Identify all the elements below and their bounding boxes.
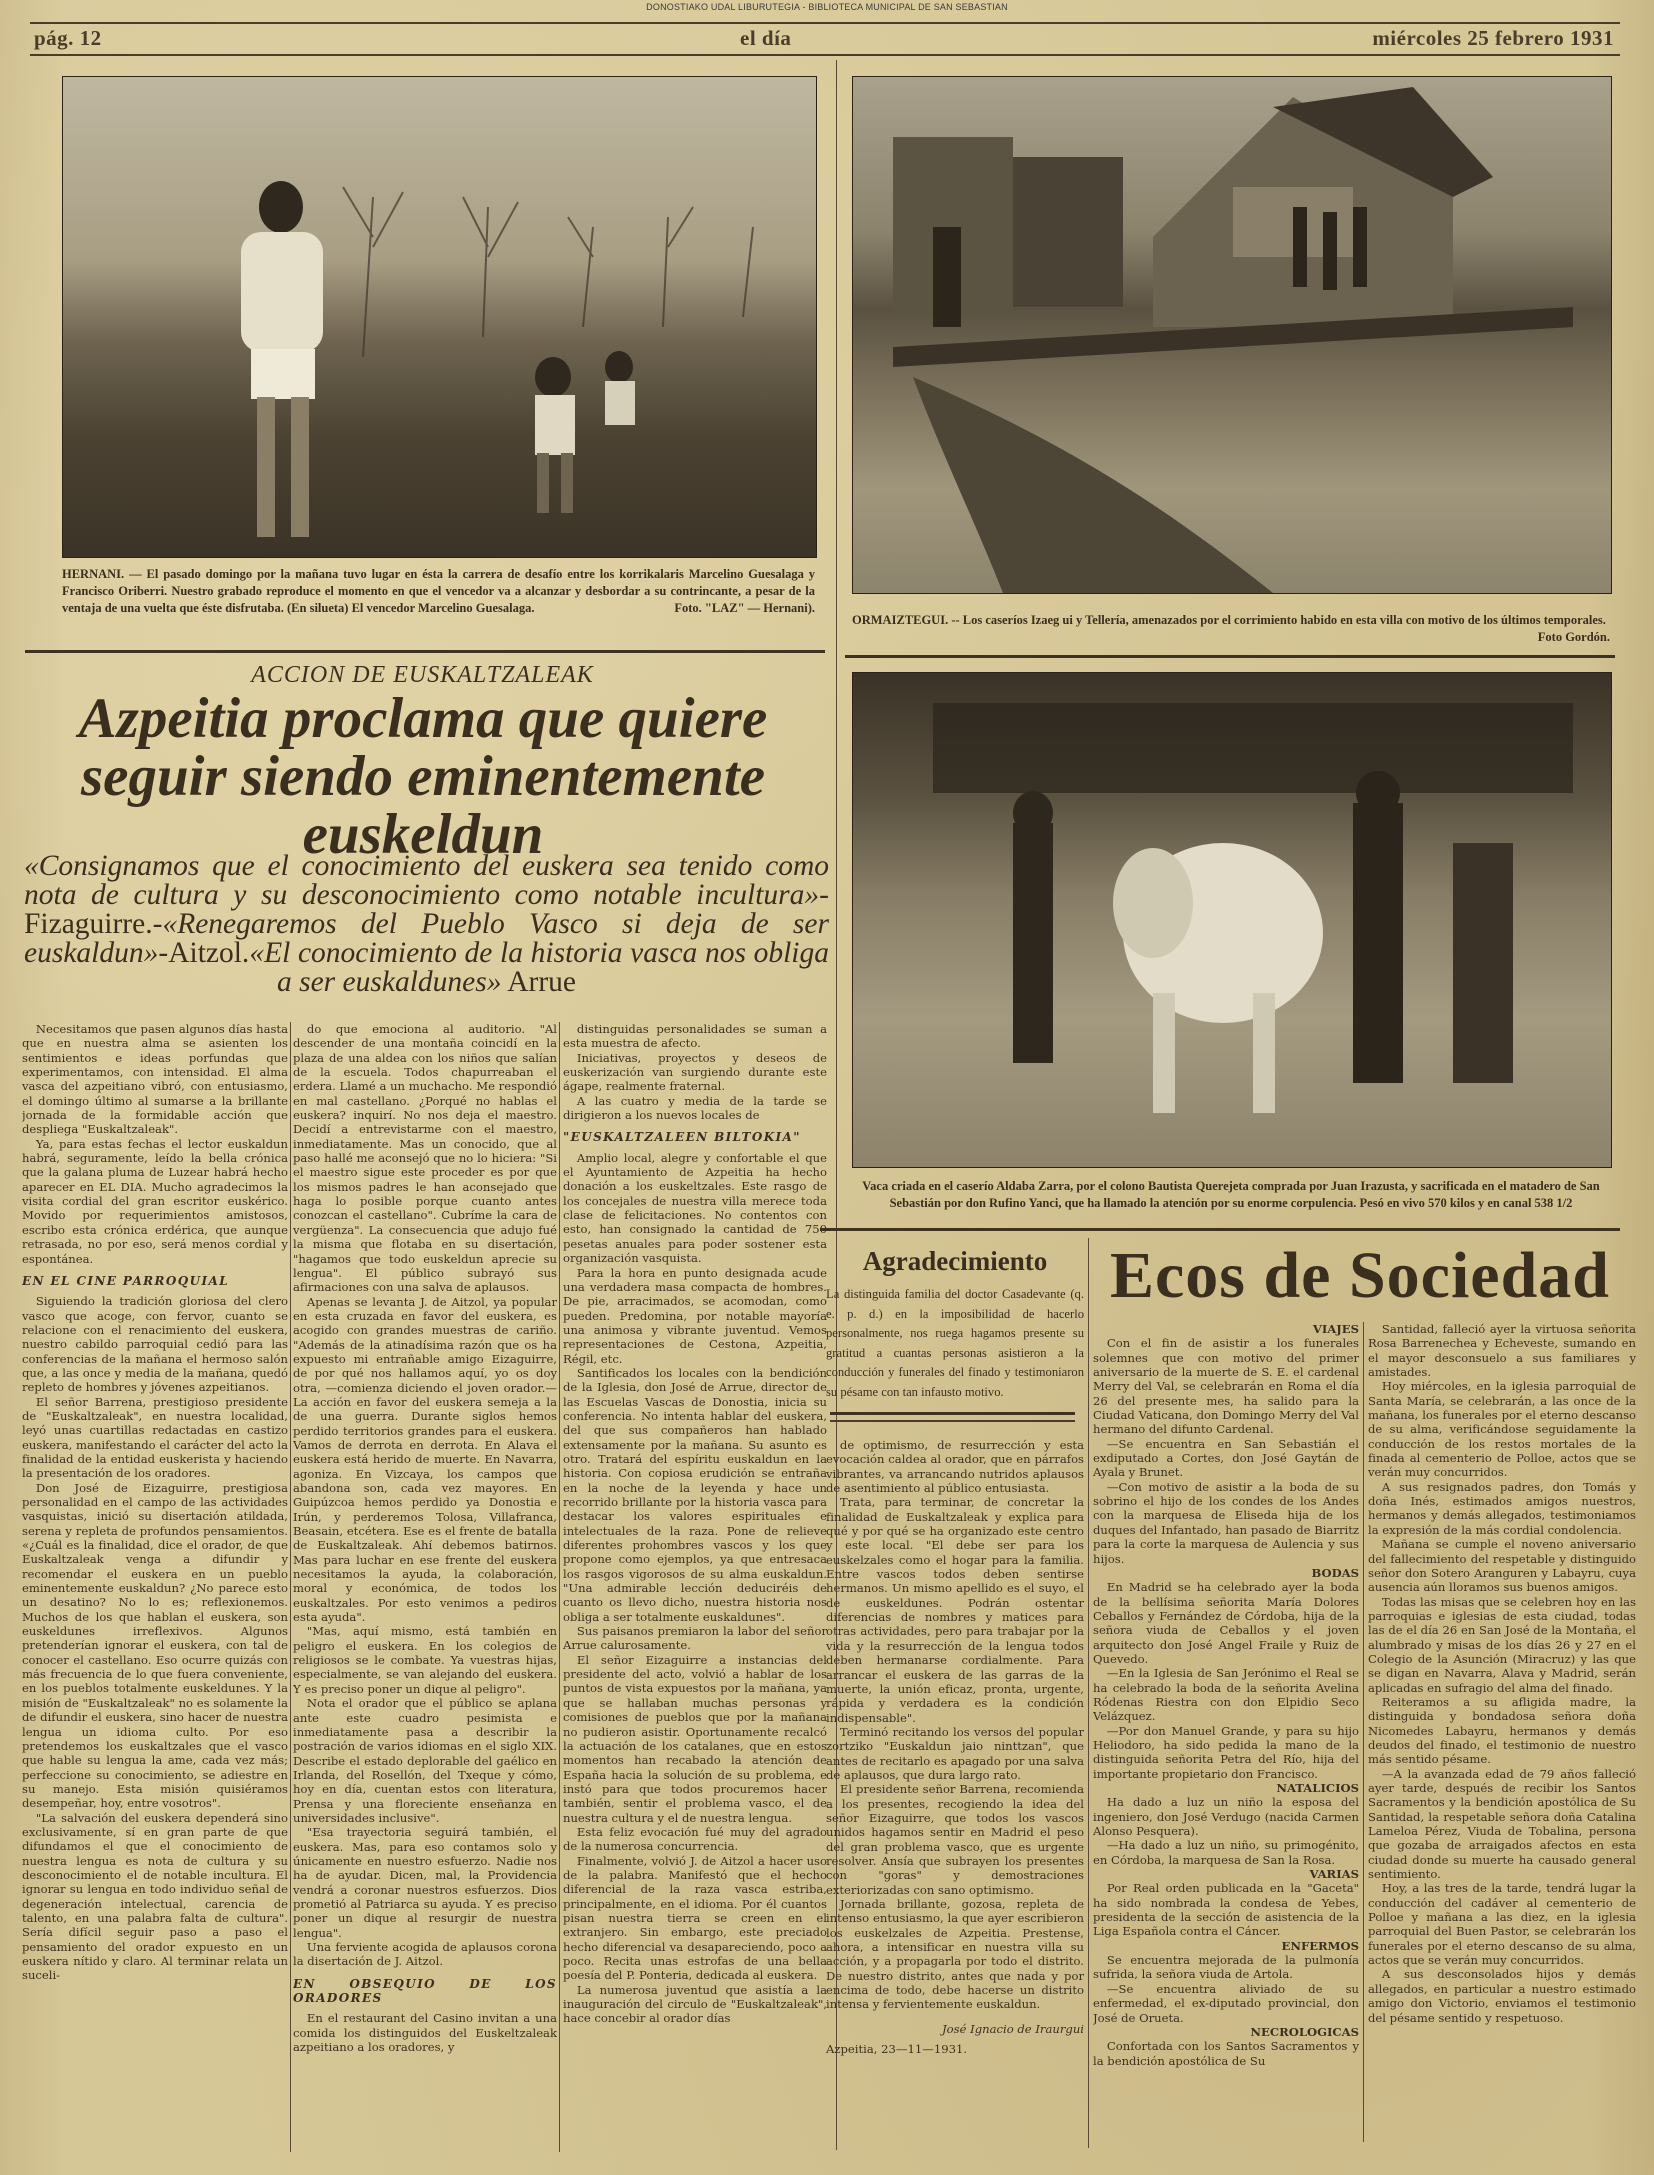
paragraph: En Madrid se ha celebrado ayer la boda de la bellísima señorita María Dolores Ceballos y Fernández de Córdoba, hija de la señora viuda de Ceballos y el joven arquitecto don José Angel Fraile y Ruiz de Quevedo. — [1093, 1580, 1359, 1666]
agradecimiento-body: La distinguida familia del doctor Casadevante (q. e. p. d.) en la imposibilidad de hacerlo personalmente, nos ruega hagamos presente su gratitud a cuantas personas asistieron a la conducción y funerales del finado y testimoniaron su pésame con tan infausto motivo. — [826, 1287, 1084, 1399]
paragraph: La numerosa juventud que asistía a la inauguración del circulo de "Euskaltzaleak", hace concebir al orador días — [563, 1982, 827, 2026]
paragraph: "Esa trayectoria seguirá también, el euskera. Mas, para eso contamos solo y únicamente en nuestro esfuerzo. Nadie nos ha de ayudar. Dicen, mal, la Providencia vendrá a coronar nuestros esfuerzos. Dios prometió al Patriarca su ayuda. Y es preciso poner un dique al resurgir de nuestra lengua". — [293, 1825, 557, 1940]
paragraph: Don José de Eizaguirre, prestigiosa personalidad en el campo de las actividades vasquistas, inició su disertación atildada, serena y repleta de profundos pensamientos. «¿Cuál es la finalidad, dice el orador, de que Euskaltzaleak venga a difundir y recomendar el euskera en un pueblo eminentemente euskaldun? ¿No parece esto un desatino? No lo es; reflexionemos. Muchos de los que hablan el euskera, son euskeldunes irreflexivos. Algunos pretenderían ignorar el euskera, con tal de conocer el castellano. Eso ocurre quizás con más frecuencia de lo que fuera conveniente, en los pueblos totalmente euskeldunes. Y la misión de "Euskaltzaleak" no es solamente la de difundir el euskera, sino hacer de nuestra lengua un idioma culto. Por eso pretendemos los euskaltzales que el vasco que hable su lengua la ame, cada vez más; perfeccione su conocimiento, se adiestre en su manejo. Esta misión quisiéramos desempeñar, hoy, entre vosotros". — [22, 1480, 288, 1811]
paragraph: Mañana se cumple el noveno aniversario del fallecimiento del respetable y distinguido señor don Sotero Aranguren y Labayru, cuya ausencia aún lloramos sus buenos amigos. — [1368, 1537, 1636, 1595]
paragraph: —Con motivo de asistir a la boda de su sobrino el hijo de los condes de los Andes con la marquesa de Eliseda hija de los duques del Infantado, han pasado de Biarritz para la corte la marquesa de Aulencia y sus hijos. — [1093, 1479, 1359, 1566]
column-divider — [1363, 1322, 1364, 2142]
photo-hernani-race — [62, 76, 817, 558]
quote-attribution: Fizaguirre.- — [24, 908, 163, 940]
paragraph: A sus desconsolados hijos y demás allegados, en particular a nuestro estimado amigo don Victorio, enviamos el testimonio del pésame sentido y respetuoso. — [1368, 1967, 1636, 2025]
quote-attribution: Aitzol. — [168, 937, 250, 969]
paragraph: do que emociona al auditorio. "Al descender de una montaña coincidí en la plaza de una aldea con los niños que salían de la escuela. Todos chapurreaban el erdera. Llamé a un muchacho. Me respondió en mal castellano. ¿Porqué no hablas el euskera? inquirí. No nos deja el maestro. Decidí a entrevistarme con el maestro, inmediatamente. Mas un conocido, que al paso hallé me aconsejó que no lo hiciera: "Si el maestro sigue este proceder es por que los mismos padres le han aconsejado que haga lo posible porque cuanto antes conozcan el castellano". Cubríme la cara de vergüenza". La consecuencia que adujo fué la misma que flotaba en su disertación, "hagamos que todo euskeldun aprecie su lengua". El público subrayó sus afirmaciones con una salva de aplausos. — [293, 1022, 557, 1295]
photo-credit: Foto Gordón. — [1537, 630, 1610, 644]
paragraph: Sus paisanos premiaron la labor del señor Arrue calurosamente. — [563, 1624, 827, 1653]
paragraph: Santidad, falleció ayer la virtuosa señorita Rosa Barrenechea y Echeveste, sumando en el mayor desconsuelo a sus familiares y amistades. — [1368, 1322, 1636, 1380]
paragraph: distinguidas personalidades se suman a esta muestra de afecto. — [563, 1022, 827, 1051]
paragraph: A sus resignados padres, don Tomás y doña Inés, estimados amigos nuestros, hermanos y demás allegados, testimoniamos la expresión de la más cordial condolencia. — [1368, 1479, 1636, 1537]
ecos-column-1 — [1093, 1322, 1359, 2142]
paragraph: —Se encuentra aliviado de su enfermedad, el ex-diputado provincial, don José de Orueta. — [1093, 1981, 1359, 2025]
paragraph: "Mas, aquí mismo, está también en peligro el euskera. En los colegios de religiosos se le combate. Ya vuestras hijas, especialmente, se van alejando del euskera. Y es preciso poner un dique al peligro". — [293, 1624, 557, 1696]
quote: «Consignamos que el conocimiento del euskera sea tenido como nota de cultura y su desconocimiento como notable incultura»- — [24, 850, 829, 911]
subheading: EN EL CINE PARROQUIAL — [22, 1273, 230, 1288]
article-kicker: ACCION DE EUSKALTZALEAK — [251, 662, 594, 688]
paragraph: Confortada con los Santos Sacramentos y la bendición apostólica de Su — [1093, 2039, 1359, 2068]
section-heading: ENFERMOS — [1281, 1938, 1359, 1953]
paragraph: Con el fin de asistir a los funerales solemnes que con motivo del primer aniversario de la muerte de S. E. el cardenal Merry del Val, se celebrarán en Roma el día 26 del presente mes, ha salido para la Ciudad Vaticana, don Domingo Merry del Val hermano del difunto Cardenal. — [1093, 1336, 1359, 1437]
paragraph: —Se encuentra en San Sebastián el exdiputado a Cortes, don José Gaytán de Ayala y Brunet. — [1093, 1436, 1359, 1480]
paragraph: —En la Iglesia de San Jerónimo el Real se ha celebrado la boda de la señorita Avelina Ródenas Riestra con don Elpidio Seco Velázquez. — [1093, 1666, 1359, 1724]
paragraph: Siguiendo la tradición gloriosa del clero vasco que acoge, con fervor, cuanto se relacione con el renacimiento del euskera, nuestro cabildo parroquial cedió para las conferencias de la mañana el hermoso salón que, a las once y media de la mañana, quedó repleto de hombres y jóvenes azpeitianos. — [22, 1294, 288, 1395]
column-divider — [290, 1022, 291, 2152]
ecos-column-2 — [1368, 1322, 1636, 2142]
paragraph: —A la avanzada edad de 79 años falleció ayer tarde, después de recibir los Santos Sacramentos y la bendición apostólica de Su Santidad, la respetable señora doña Catalina Lameloa Pérez, Viuda de Tobalina, persona que gozaba de arraigados afectos en esta ciudad donde su muerte ha causado general sentimiento. — [1368, 1766, 1636, 1882]
paragraph: Una ferviente acogida de aplausos corona la disertación de J. Aitzol. — [293, 1940, 557, 1969]
quote: «El conocimiento de la historia vasca nos obliga a ser euskaldunes» — [249, 937, 829, 998]
section-heading: BODAS — [1311, 1565, 1359, 1580]
cow-illustration — [853, 673, 1611, 1167]
ecos-de-sociedad-title: Ecos de Sociedad — [1109, 1239, 1611, 1312]
photo-caption-hernani — [62, 566, 815, 617]
photo-caption-ormaiztegui — [852, 612, 1610, 646]
section-rule — [820, 1228, 1620, 1231]
masthead-top-rule — [30, 22, 1620, 24]
caption-text: HERNANI. — El pasado domingo por la mañana tuvo lugar en ésta la carrera de desafío entre los korrikalaris Marcelino Guesalaga y Francisco Oriberri. Nuestro grabado reproduce el momento en que el vencedor va a alcanzar y desbordar a su contrincante, a pesar de la ventaja de una vuelta que éste disfrutaba. (En silueta) El vencedor Marcelino Guesalaga. — [62, 567, 815, 615]
dateline: Azpeitia, 23—11—1931. — [826, 2042, 968, 2057]
archive-label: DONOSTIAKO UDAL LIBURUTEGIA - BIBLIOTECA MUNICIPAL DE SAN SEBASTIAN — [646, 2, 1008, 12]
column-divider — [559, 1022, 560, 2152]
houses-illustration — [853, 77, 1611, 593]
section-rule — [25, 650, 825, 653]
section-heading: VARIAS — [1309, 1867, 1359, 1882]
quote: «Renegaremos del Pueblo Vasco si deja de ser euskaldun»- — [24, 908, 829, 969]
paragraph: Reiteramos a su afligida madre, la distinguida y bondadosa señora doña Nicomedes Labayru, hermanos y demás deudos del finado, el testimonio de nuestro más sentido pésame. — [1368, 1694, 1636, 1767]
paragraph: El presidente señor Barrena, recomienda a los presentes, recogiendo la idea del señor Eizaguirre, que todos los vascos unidos hagamos sentir en Madrid el peso del gran problema vasco, que es urgente resolver. Ansía que subrayen los presentes con "goras" y demostraciones exteriorizadas con sano optimismo. — [826, 1782, 1084, 1897]
section-heading: VIAJES — [1312, 1322, 1359, 1336]
paragraph: Por Real orden publicada en la "Gaceta" ha sido nombrada la condesa de Yebes, presidenta de la sección de asistencia de la Liga Española contra el Cáncer. — [1093, 1881, 1359, 1939]
article-headline: Azpeitia proclama que quiere seguir siendo eminentemente euskeldun — [78, 687, 768, 866]
article-column-2 — [293, 1022, 557, 2152]
paragraph: Esta feliz evocación fué muy del agrado de la numerosa concurrencia. — [563, 1824, 827, 1854]
paragraph: Todas las misas que se celebren hoy en las parroquias e iglesias de esta ciudad, todas las de el día 26 en San José de la Montaña, el alumbrado y misas de los días 26 y 27 en el Colegio de la Asunción (Miracruz) y las que se digan en Navarra, Alava y Madrid, serán aplicadas en sufragio del alma del finado. — [1368, 1594, 1636, 1695]
paragraph: Para la hora en punto designada acude una verdadera masa compacta de hombres. De pie, arracimados, se acomodan, como pueden. Predomina, por notable mayoría una animosa y vibrante juventud. Vemos representaciones de Cestona, Azpeitia, Régil, etc. — [563, 1265, 827, 1366]
photo-cow — [852, 672, 1612, 1168]
issue-date: miércoles 25 febrero 1931 — [1372, 26, 1614, 50]
paragraph: En el restaurant del Casino invitan a una comida los distinguidos del Euskeltzaleak azpeitiano a los oradores, y — [293, 2011, 557, 2055]
paragraph: Terminó recitando los versos del popular zortziko "Euskaldun jaio ninttzan", que antes de recitarlo es apagado por una salva de aplausos, que dura largo rato. — [826, 1724, 1084, 1782]
paragraph: A las cuatro y media de la tarde se dirigieron a los nuevos locales de — [563, 1093, 827, 1123]
paragraph: Se encuentra mejorada de la pulmonía sufrida, la señora viuda de Artola. — [1093, 1953, 1359, 1982]
paragraph: —Por don Manuel Grande, y para su hijo Heliodoro, ha sido pedida la mano de la distinguida señorita Petra del Río, hija del importante propietario don Francisco. — [1093, 1723, 1359, 1781]
paragraph: Necesitamos que pasen algunos días hasta que en nuestra alma se asienten los sentimientos e ideas porfundas que experimentamos, con intensidad. El alma vasca del azpeitiano vibró, con entusiasmo, el domingo último al sumarse a la brillante jornada de la formidable acción que despliega "Euskaltzaleak". — [22, 1022, 288, 1137]
caption-text: ORMAIZTEGUI. -- Los caseríos Izaeg ui y Tellería, amenazados por el corrimiento habido en esta villa con motivo de los últimos temporales. — [852, 613, 1606, 627]
section-rule — [830, 1420, 1075, 1422]
paragraph: de optimismo, de resurrección y esta evocación caldea al orador, que en párrafos vibrantes, va arrancando nutridos aplausos de asentimiento al público entusiasta. — [826, 1438, 1084, 1496]
section-rule — [830, 1412, 1075, 1415]
article-column-1 — [22, 1022, 288, 2152]
article-subheadline — [24, 852, 829, 997]
subheading: EN OBSEQUIO DE LOS ORADORES — [293, 1976, 557, 2006]
paragraph: Ha dado a luz un niño la esposa del ingeniero, don José Verdugo (nacida Carmen Alonso Pesquera). — [1093, 1795, 1359, 1839]
paragraph: —Ha dado a luz un niño, su primogénito, en Córdoba, la marquesa de San la Rosa. — [1093, 1838, 1359, 1867]
paragraph: Apenas se levanta J. de Aitzol, ya popular en esta cruzada en favor del euskera, es acogido con grandes muestras de cariño. "Además de la atinadísima razón que os ha expuesto mi entrañable amigo Eizaguirre, de por qué nos hallamos aquí, yo os doy otra, —comienza diciendo el joven orador.— La acción en favor del euskera semeja a la de una guerra. Durante siglos hemos perdido territorios grandes para el euskera. Vamos de derrota en derrota. En Alava el euskera está herido de muerte. En Navarra, agoniza. En Vizcaya, los campos que abandona son, cada vez mayores. En Guipúzcoa hemos perdido ya Donostia e Irún, y perderemos Tolosa, Villafranca, Beasain, etcétera. Ese es el frente de batalla de Euskaltzaleak. Ahí debemos batirnos. Mas para luchar en ese frente del euskera necesitamos la ayuda, la colaboración, moral y económica, de todos los euskaltzales. Por esto venimos a pediros esta ayuda". — [293, 1294, 557, 1625]
page-number: pág. 12 — [34, 26, 102, 50]
newspaper-name: el día — [740, 26, 792, 50]
photo-caption-cow: Vaca criada en el caserío Aldaba Zarra, por el colono Bautista Querejeta comprada por Juan Irazusta, y sacrificada en el matadero de San Sebastián por don Rufino Yanci, que ha llamado la atención por su enorme corpulencia. Pesó en vivo 570 kilos y en canal 538 1/2 — [862, 1179, 1600, 1210]
subheading: "EUSKALTZALEEN BILTOKIA" — [563, 1130, 801, 1145]
paragraph: Hoy miércoles, en la iglesia parroquial de Santa María, se celebrarán, a las once de la mañana, los funerales por el eterno descanso de su alma, verificándose seguidamente la conducción de los restos mortales de la finada al cementerio de Polloe, actos que se verán muy concurridos. — [1368, 1379, 1636, 1480]
article-column-4 — [826, 1438, 1084, 2138]
paragraph: Hoy, a las tres de la tarde, tendrá lugar la conducción del cadáver al cementerio de Polloe y mañana a las diez, en la iglesia parroquial del Buen Pastor, se celebrarán los funerales por el eterno descanso de su alma, actos que se verán muy concurridos. — [1368, 1881, 1636, 1968]
quote-attribution: Arrue — [501, 966, 577, 998]
runners-illustration — [63, 77, 816, 557]
article-column-3 — [563, 1022, 827, 2152]
paragraph: Jornada brillante, gozosa, repleta de intenso entusiasmo, la que ayer escribieron los euskelzales de Azpeitia. Prestense, ahora, a intensificar en nuestra villa su acción, y a propagarla por todo el distrito. De nuestro distrito, antes que nada y por encima de todo, debe hacerse un distrito intensa y fervientemente euskaldun. — [826, 1897, 1084, 2012]
paragraph: El señor Barrena, prestigioso presidente de "Euskaltzaleak", en nuestra localidad, leyó unas cuartillas redactadas en castizo euskera, manifestando el carácter del acto la finalidad de la entidad euskerista y haciendo la presentación de los oradores. — [22, 1394, 288, 1481]
paragraph: "La salvación del euskera dependerá sino exclusivamente, sí en gran parte de que difundamos el que el conocimiento de nuestra lengua es nota de cultura y su desconocimiento el de notable incultura. El ignorar su lengua en todo individuo señal de degeneración intelectual, carencia de talento, en una palabra falta de cultura". Sería difícil seguir paso a paso el pensamiento del orador expuesto en un euskera nítido y claro. Al terminar relata un suceli- — [22, 1810, 288, 1983]
section-heading: NATALICIOS — [1276, 1781, 1359, 1795]
photo-credit: Foto. "LAZ" — Hernani). — [674, 601, 815, 615]
agradecimiento-title: Agradecimiento — [862, 1246, 1048, 1276]
paragraph: Santificados los locales con la bendición de la Iglesia, don José de Arrue, director de las Escuelas Vascas de Donostia, inicia su conferencia. No intenta hablar del euskera, del que sus compañeros han hablado extensamente por la mañana. Su asunto es otro. Tratará del espíritu euskaldun en la historia. Con copiosa erudición se entraña en la noche de la leyenda y hace un recorrido brillante por la historia vasca para destacar los valores espirituales e intelectuales de la raza. Pone de relieve diferentes prohombres vascos y los que propone como ejemplos, ya que entresaca los rasgos vigorosos de su alma euskaldun. "Una admirable lección deduciréis de cuanto os llevo dicho, nuestra historia nos obliga a ser totalmente euskaldunes". — [563, 1365, 827, 1624]
paragraph: El señor Eizaguirre a instancias del presidente del acto, volvió a hablar de los puntos de vista expuestos por la mañana, ya que se hallaban muchas personas y comisiones de pueblos que por la mañana no pudieron asistir. Oportunamente recalcó la actuación de los catalanes, que en estos momentos han recabado la atención de España hacia la solución de su problema, e instó para que todos procuremos hacer también, sentir el problema vasco, el de nuestra cultura y el de nuestra lengua. — [563, 1652, 827, 1825]
section-heading: NECROLOGICAS — [1250, 2024, 1359, 2039]
paragraph: Iniciativas, proyectos y deseos de euskerización van surgiendo durante este ágape, realmente fraternal. — [563, 1050, 827, 1094]
paragraph: Trata, para terminar, de concretar la finalidad de Euskaltzaleak y explica para qué y por qué se ha organizado este centro y este local. "El debe ser para los euskelzales como el hogar para la familia. Entre vascos todos deben sentirse hermanos. Un mismo apellido es el suyo, el de euskeldunes. Podrán ostentar diferencias de nombres y matices para otras actividades, pero para trabajar por la vida y la resurrección de la lengua todos deben hermanarse cordialmente. Para arrancar el euskera de las garras de la muerte, la unión eficaz, pronta, urgente, rápida y verdadera es la condición indispensable". — [826, 1495, 1084, 1725]
photo-ormaiztegui — [852, 76, 1612, 594]
paragraph: Amplio local, alegre y confortable el que el Ayuntamiento de Azpeitia ha hecho donación a los euskeltzales. Este rasgo de los concejales de nuestra villa merece toda clase de felicitaciones. No contentos con esto, han consignado la cantidad de 750 pesetas anuales para poder sostener esta organización vasquista. — [563, 1150, 827, 1266]
author-signature: José Ignacio de Iraurgui — [942, 2021, 1084, 2036]
column-divider — [1088, 1238, 1089, 2148]
agradecimiento-notice — [826, 1238, 1084, 1402]
section-rule — [845, 655, 1615, 658]
paragraph: Finalmente, volvió J. de Aitzol a hacer uso de la palabra. Manifestó que el hecho diferencial de la raza vasca estriba, principalmente, en el idioma. Por él cuantos pisan nuestra tierra se creen en el extranjero. Sin embargo, este preciado hecho diferencial va desapareciendo, poco a poco. Recita unas estrofas de una bella poesía del P. Ponteria, dedicada al euskera. — [563, 1853, 827, 1983]
paragraph: Ya, para estas fechas el lector euskaldun habrá, seguramente, leído la bella crónica que la galana pluma de Luzear habrá hecho aparecer en EL DIA. Mucho agradecimos la visita cordial del gran escritor euskérico. Movido por requerimientos amistosos, escribo esta crónica erdérica, que aunque retrasada, no por eso, será menos cordial y espontánea. — [22, 1136, 288, 1266]
paragraph: Nota el orador que el público se aplana ante este cuadro pesimista e inmediatamente pasa a describir la postración de varios idiomas en el siglo XIX. Describe el estado deplorable del gaélico en Irlanda, del Rosellón, del Txeque y cómo, hoy en día, cuentan estos con literatura, Prensa y una floreciente enseñanza en universidades inclusive". — [293, 1696, 557, 1825]
masthead-bottom-rule — [30, 54, 1620, 56]
